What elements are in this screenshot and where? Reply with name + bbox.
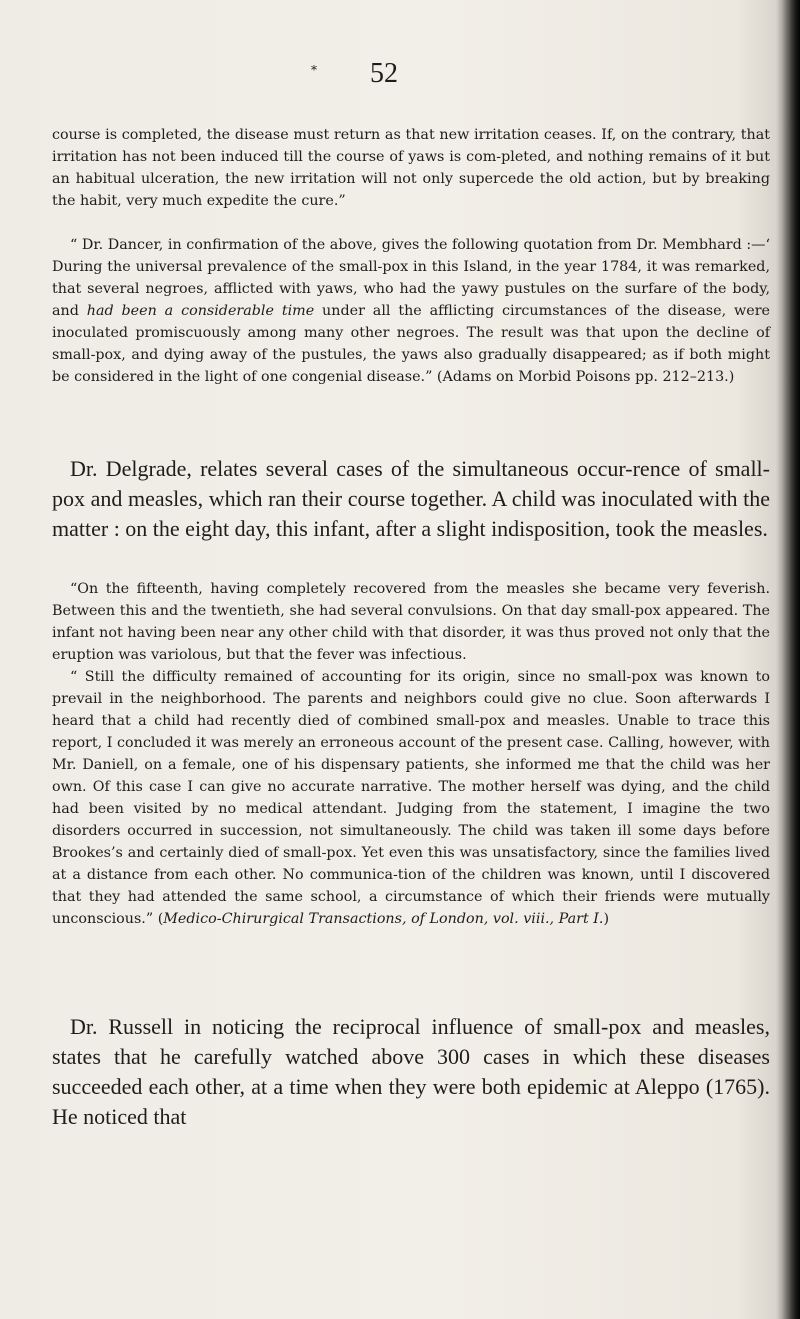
italic-emphasis: had been a considerable time: [86, 303, 315, 319]
page-edge-shadow: [782, 0, 800, 1319]
paragraph-fifteenth-day: “On the fifteenth, having completely recovered from the measles she became very feverish. Between this and the twentieth, she had several convulsions. On that day small-pox appeared. The infant not having been near any other child with that disorder, it was thus proved not only that the eruption was variolous, but that the fever was infectious.: [52, 581, 770, 663]
paragraph-difficulty-origin: [52, 666, 770, 930]
paragraph-text: “ Still the difficulty remained of accounting for its origin, since no small-pox was known to prevail in the neighborhood. The parents and neighbors could give no clue. Soon afterwards I heard that a child had recently died of combined small-pox and measles. Unable to trace this report, I concluded it was merely an erroneous account of the present case. Calling, however, with Mr. Daniell, on a female, one of his dispensary patients, she informed me that the child was her own. Of this case I can give no accurate narrative. The mother herself was dying, and the child had been visited by no medical attendant. Judging from the statement, I imagine the two disorders occurred in succession, not simultaneously. The child was taken ill some days before Brookes’s and certainly died of small-pox. Yet even this was unsatisfactory, since the families lived at a distance from each other. No communica-tion of the children was known, until I discovered that they had attended the same school, a circumstance of which their friends were mutually unconscious.” (: [52, 669, 770, 927]
page-number: 52: [370, 58, 398, 89]
citation-title: Medico-Chirurgical Transactions, of London, vol. viii., Part I.: [163, 911, 604, 927]
print-speck: *: [311, 63, 317, 77]
paragraph-text: “ Dr. Dancer, in confirmation of the above, gives the following quotation from Dr. Membhard :—‘ During the universal prevalence of the small-pox in this Island, in the year 1784, it was remarked, that several negroes, afflicted with yaws, who had the yawy pustules on the surfare of the body, and: [52, 237, 770, 319]
paragraph-text: under all the afflicting circumstances of the disease, were inoculated promiscuously among many other negroes. The result was that upon the decline of small-pox, and dying away of the pustules, the yaws also gradually disappeared; as if both might be considered in the light of one congenial disease.” (Adams on Morbid Poisons pp. 212–213.): [52, 303, 771, 385]
paragraph-dancer-quotation: [52, 234, 770, 388]
paragraph-delgrade: Dr. Delgrade, relates several cases of the simultaneous occur-rence of small-pox and measles, which ran their course together. A child was inoculated with the matter : on the eight day, this infant, after a slight indisposition, took the measles.: [52, 456, 770, 541]
paragraph-text: ): [603, 911, 610, 927]
paragraph-russell: Dr. Russell in noticing the reciprocal influence of small-pox and measles, states that he carefully watched above 300 cases in which these diseases succeeded each other, at a time when they were both epidemic at Aleppo (1765). He noticed that: [52, 1014, 770, 1129]
paragraph-yaws-cure: course is completed, the disease must return as that new irritation ceases. If, on the contrary, that irritation has not been induced till the course of yaws is com-pleted, and nothing remains of it but an habitual ulceration, the new irritation will not only supercede the old action, but by breaking the habit, very much expedite the cure.”: [52, 127, 770, 209]
